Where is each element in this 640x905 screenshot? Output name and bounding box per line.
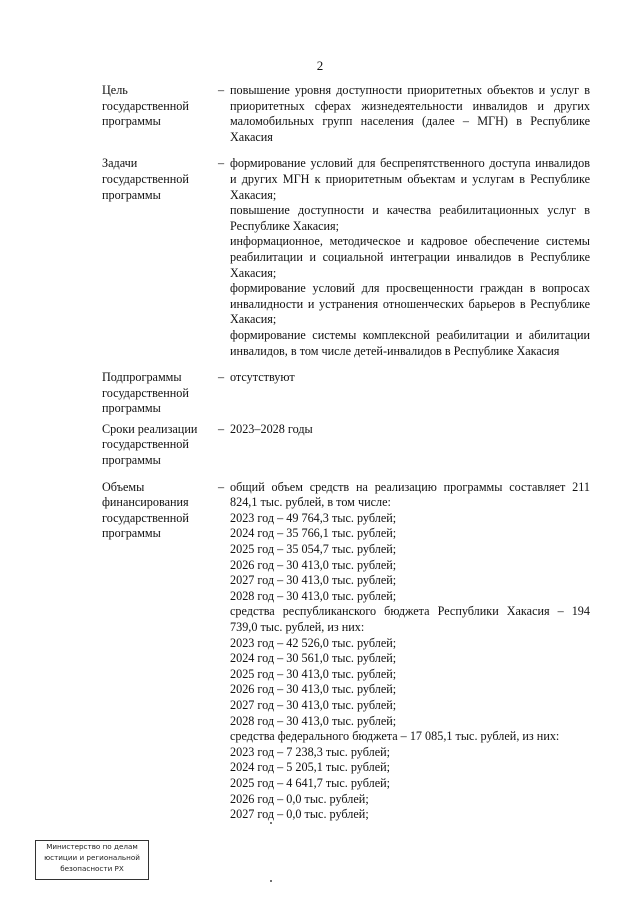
task-item: повышение доступности и качества реабилитационных услуг в Республике Хакасия; bbox=[230, 203, 590, 233]
label-line: программы bbox=[102, 187, 161, 202]
scan-speck bbox=[270, 880, 272, 882]
funding-year-line: 2025 год – 35 054,7 тыс. рублей; bbox=[230, 542, 397, 557]
funding-year-line: 2023 год – 49 764,3 тыс. рублей; bbox=[230, 510, 397, 525]
republic-year-line: 2027 год – 30 413,0 тыс. рублей; bbox=[230, 697, 397, 712]
program-passport bbox=[102, 83, 590, 834]
dash: – bbox=[217, 421, 225, 436]
row-content bbox=[230, 422, 590, 469]
row-label bbox=[102, 156, 212, 359]
stamp-line: безопасности РХ bbox=[60, 864, 124, 873]
subprograms-text: отсутствуют bbox=[230, 370, 295, 385]
row-content bbox=[230, 370, 590, 417]
stamp-line: юстиции и региональной bbox=[44, 853, 140, 862]
label-line: Цель bbox=[102, 83, 128, 97]
label-line: финансирования bbox=[102, 495, 189, 510]
task-item: формирование условий для беспрепятственного доступа инвалидов и других МГН к приоритетным объектам и услугам в Республике Хакасия; bbox=[230, 156, 590, 202]
label-line: государственной bbox=[102, 98, 189, 113]
row-content bbox=[230, 156, 590, 359]
label-line: программы bbox=[102, 114, 161, 129]
republic-year-line: 2028 год – 30 413,0 тыс. рублей; bbox=[230, 713, 397, 728]
task-item: формирование системы комплексной реабилитации и абилитации инвалидов, в том числе детей-инвалидов в Республике Хакасия bbox=[230, 327, 590, 358]
task-item: формирование условий для просвещенности граждан в вопросах инвалидности и устранения отношенческих барьеров в Республике Хакасия; bbox=[230, 281, 590, 327]
row-tasks bbox=[102, 156, 590, 359]
row-label bbox=[102, 83, 212, 145]
task-item: информационное, методическое и кадровое обеспечение системы реабилитации и социальной интеграции инвалидов в Республике Хакасия; bbox=[230, 234, 590, 280]
label-line: Сроки реализации bbox=[102, 421, 198, 436]
dash: – bbox=[217, 479, 225, 494]
row-subprograms bbox=[102, 370, 590, 417]
funding-total-text: общий объем средств на реализацию программы составляет 211 824,1 тыс. рублей, в том числе: bbox=[230, 479, 590, 510]
row-content bbox=[230, 83, 590, 145]
stamp-line: Министерство по делам bbox=[46, 842, 138, 851]
federal-year-line: 2025 год – 4 641,7 тыс. рублей; bbox=[230, 775, 391, 790]
label-line: Подпрограммы bbox=[102, 370, 182, 385]
federal-year-line: 2023 год – 7 238,3 тыс. рублей; bbox=[230, 744, 391, 759]
ministry-stamp bbox=[35, 840, 149, 880]
row-content bbox=[230, 480, 590, 823]
republic-year-line: 2026 год – 30 413,0 тыс. рублей; bbox=[230, 682, 397, 697]
republic-year-line: 2023 год – 42 526,0 тыс. рублей; bbox=[230, 635, 397, 650]
row-label bbox=[102, 370, 212, 417]
label-line: государственной bbox=[102, 171, 189, 186]
federal-year-line: 2024 год – 5 205,1 тыс. рублей; bbox=[230, 760, 391, 775]
republic-year-line: 2024 год – 30 561,0 тыс. рублей; bbox=[230, 651, 397, 666]
federal-budget-text: средства федерального бюджета – 17 085,1 тыс. рублей, из них: bbox=[230, 729, 560, 744]
funding-year-line: 2028 год – 30 413,0 тыс. рублей; bbox=[230, 588, 397, 603]
label-line: программы bbox=[102, 401, 161, 416]
row-funding bbox=[102, 480, 590, 823]
scan-speck bbox=[270, 822, 272, 824]
dash: – bbox=[217, 156, 225, 171]
funding-year-line: 2027 год – 30 413,0 тыс. рублей; bbox=[230, 573, 397, 588]
label-line: государственной bbox=[102, 437, 189, 452]
funding-year-line: 2026 год – 30 413,0 тыс. рублей; bbox=[230, 557, 397, 572]
republic-year-line: 2025 год – 30 413,0 тыс. рублей; bbox=[230, 666, 397, 681]
label-line: программы bbox=[102, 453, 161, 468]
page-number: 2 bbox=[316, 58, 324, 73]
federal-year-line: 2027 год – 0,0 тыс. рублей; bbox=[230, 807, 369, 822]
label-line: государственной bbox=[102, 510, 189, 525]
funding-year-line: 2024 год – 35 766,1 тыс. рублей; bbox=[230, 526, 397, 541]
dash: – bbox=[217, 370, 225, 385]
republic-budget-text: средства республиканского бюджета Республики Хакасия – 194 739,0 тыс. рублей, из них: bbox=[230, 604, 590, 634]
label-line: программы bbox=[102, 526, 161, 541]
label-line: Объемы bbox=[102, 479, 145, 494]
row-goal bbox=[102, 83, 590, 145]
federal-year-line: 2026 год – 0,0 тыс. рублей; bbox=[230, 791, 369, 806]
row-label bbox=[102, 480, 212, 823]
label-line: Задачи bbox=[102, 156, 138, 171]
terms-text: 2023–2028 годы bbox=[230, 421, 313, 436]
row-label bbox=[102, 422, 212, 469]
row-terms bbox=[102, 422, 590, 469]
label-line: государственной bbox=[102, 385, 189, 400]
dash: – bbox=[217, 83, 225, 97]
goal-text: повышение уровня доступности приоритетных объектов и услуг в приоритетных сферах жизнедеятельности инвалидов и других маломобильных групп населения (далее – МГН) в Республике Хакасия bbox=[230, 83, 590, 144]
